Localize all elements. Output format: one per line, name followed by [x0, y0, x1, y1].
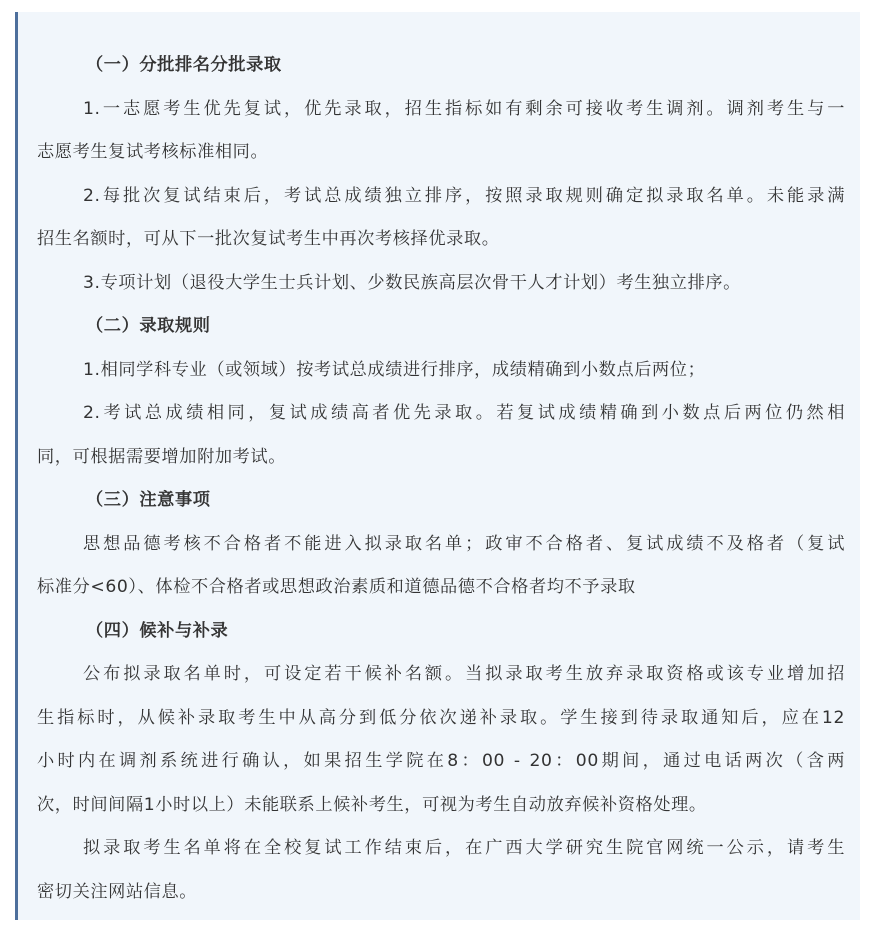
paragraph-line: 3.专项计划（退役大学生士兵计划、少数民族高层次骨干人才计划）考生独立排序。: [83, 272, 741, 293]
article-body: [37, 44, 845, 914]
section-heading-notes: （三）注意事项: [86, 490, 211, 510]
paragraph: [37, 827, 845, 914]
paragraph-line: 2.每批次复试结束后，考试总成绩独立排序，按照录取规则确定拟录取名单。未能录满: [83, 185, 845, 206]
paragraph-line: 密切关注网站信息。: [37, 881, 198, 902]
paragraph-line: 次，时间间隔1小时以上）未能联系上候补考生，可视为考生自动放弃候补资格处理。: [37, 794, 707, 815]
paragraph-line: 标准分<60）、体检不合格者或思想政治素质和道德品德不合格者均不予录取: [37, 577, 636, 597]
paragraph: [37, 653, 845, 827]
paragraph-line: 招生名额时，可从下一批次复试考生中再次考核择优录取。: [37, 229, 500, 249]
paragraph-line: 同，可根据需要增加附加考试。: [37, 446, 287, 467]
content-panel: [15, 12, 860, 920]
paragraph-line: 1.相同学科专业（或领域）按考试总成绩进行排序，成绩精确到小数点后两位；: [83, 359, 706, 380]
section-heading-waitlist: （四）候补与补录: [86, 620, 229, 641]
paragraph-line: 志愿考生复试考核标准相同。: [37, 142, 269, 162]
paragraph-line: 公布拟录取名单时，可设定若干候补名额。当拟录取考生放弃录取资格或该专业增加招: [83, 664, 845, 684]
paragraph-line: 2.考试总成绩相同，复试成绩高者优先录取。若复试成绩精确到小数点后两位仍然相: [83, 403, 845, 423]
section-heading-batch-admission: （一）分批排名分批录取: [86, 55, 282, 75]
section-heading-admission-rules: （二）录取规则: [86, 316, 211, 336]
paragraph: [37, 392, 845, 479]
paragraph: [37, 523, 845, 610]
paragraph-line: 小时内在调剂系统进行确认，如果招生学院在8：00 - 20：00期间，通过电话两次（含两: [37, 751, 845, 771]
paragraph-line: 思想品德考核不合格者不能进入拟录取名单；政审不合格者、复试成绩不及格者（复试: [83, 533, 845, 554]
paragraph-line: 1.一志愿考生优先复试，优先录取，招生指标如有剩余可接收考生调剂。调剂考生与一: [83, 98, 845, 119]
paragraph: [37, 88, 845, 175]
paragraph: [37, 349, 845, 393]
paragraph-line: 拟录取考生名单将在全校复试工作结束后，在广西大学研究生院官网统一公示，请考生: [83, 838, 845, 858]
paragraph: [37, 262, 845, 306]
paragraph-line: 生指标时，从候补录取考生中从高分到低分依次递补录取。学生接到待录取通知后，应在12: [37, 707, 845, 728]
paragraph: [37, 175, 845, 262]
